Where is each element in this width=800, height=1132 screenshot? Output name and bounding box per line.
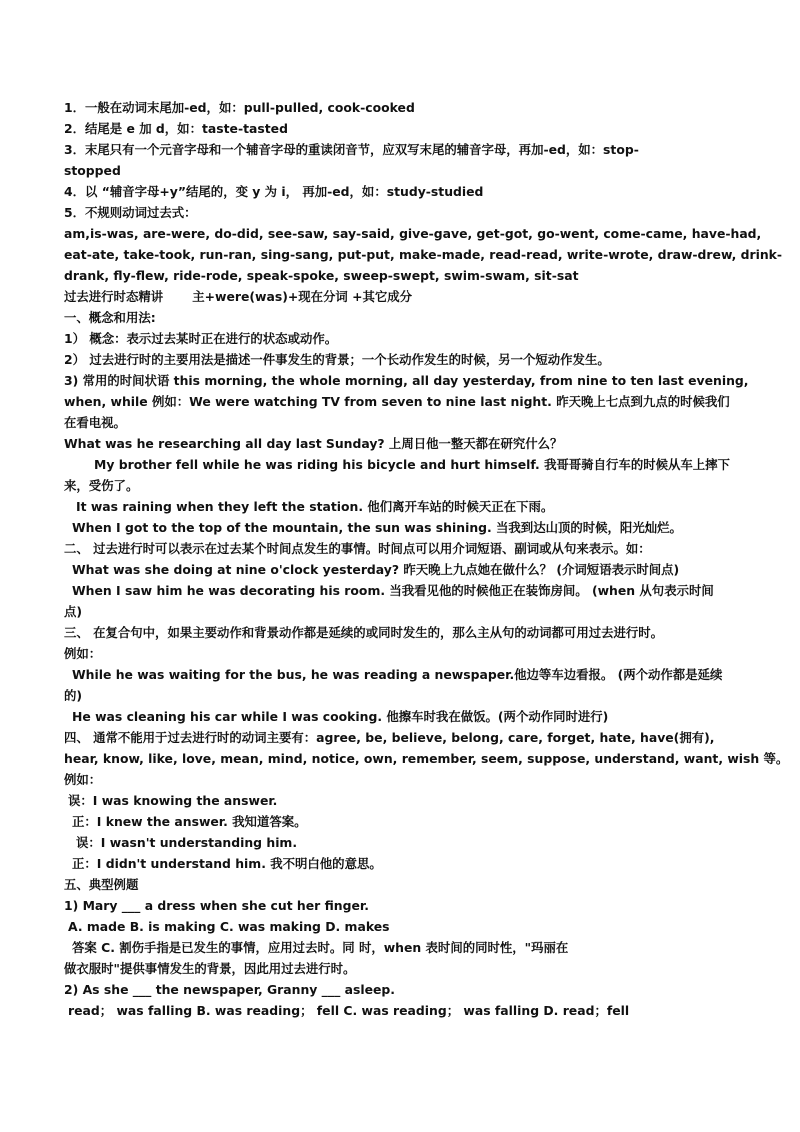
example-line: While he was waiting for the bus, he was reading a newspaper.他边等车边看报。 (两个动作都是延续 bbox=[72, 667, 723, 682]
rule-1: 1．一般在动词末尾加-ed，如：pull-pulled, cook-cooked bbox=[64, 100, 415, 115]
question-1: 1) Mary ___ a dress when she cut her finger. bbox=[64, 898, 369, 913]
correct-example: 正：I didn't understand him. 我不明白他的意思。 bbox=[72, 856, 382, 871]
irregular-verbs-2: eat-ate, take-took, run-ran, sing-sang, put-put, make-made, read-read, write-wrote, draw-drew, drink- bbox=[64, 247, 783, 262]
question-1-options: A. made B. is making C. was making D. makes bbox=[68, 919, 390, 934]
example-line: 点) bbox=[64, 604, 83, 619]
part-4-heading: 四、 通常不能用于过去进行时的动词主要有：agree, be, believe, belong, care, forget, hate, have(拥有), bbox=[64, 730, 715, 745]
part-3-heading: 三、 在复合句中，如果主要动作和背景动作都是延续的或同时发生的，那么主从句的动词都可用过去进行时。 bbox=[64, 625, 664, 640]
answer-line: 答案 C. 割伤手指是已发生的事情，应用过去时。同 时，when 表时间的同时性，"玛丽在 bbox=[72, 940, 569, 955]
example-line: 的) bbox=[64, 688, 83, 703]
irregular-verbs-3: drank, fly-flew, ride-rode, speak-spoke, sweep-swept, swim-swam, sit-sat bbox=[64, 268, 579, 283]
example-line: He was cleaning his car while I was cooking. 他擦车时我在做饭。(两个动作同时进行) bbox=[72, 709, 609, 724]
part-5-heading: 五、典型例题 bbox=[64, 877, 139, 892]
concept-line: 1） 概念：表示过去某时正在进行的状态或动作。 bbox=[64, 331, 338, 346]
example-line: 来，受伤了。 bbox=[64, 478, 139, 493]
question-2: 2) As she ___ the newspaper, Granny ___ asleep. bbox=[64, 982, 395, 997]
verb-list-line: hear, know, like, love, mean, mind, notice, own, remember, seem, suppose, understand, want, wish 等。 bbox=[64, 751, 789, 766]
example-line: It was raining when they left the station. 他们离开车站的时候天正在下雨。 bbox=[76, 499, 554, 514]
rule-4: 4．以 “辅音字母+y”结尾的，变 y 为 i， 再加-ed，如：study-studied bbox=[64, 184, 484, 199]
rule-3: 3．末尾只有一个元音字母和一个辅音字母的重读闭音节，应双写末尾的辅音字母，再加-ed，如：stop- bbox=[64, 142, 639, 157]
example-line: When I saw him he was decorating his room. 当我看见他的时候他正在装饰房间。 (when 从句表示时间 bbox=[72, 583, 714, 598]
irregular-verbs-1: am,is-was, are-were, do-did, see-saw, say-said, give-gave, get-got, go-went, come-came, have-had, bbox=[64, 226, 762, 241]
correct-example: 正：I knew the answer. 我知道答案。 bbox=[72, 814, 307, 829]
part-2-heading: 二、 过去进行时可以表示在过去某个时间点发生的事情。时间点可以用介词短语、副词或从句来表示。如： bbox=[64, 541, 651, 556]
wrong-example: 误：I wasn't understanding him. bbox=[76, 835, 298, 850]
example-label: 例如： bbox=[64, 646, 102, 661]
rule-2: 2．结尾是 e 加 d，如：taste-tasted bbox=[64, 121, 288, 136]
rule-3-cont: stopped bbox=[64, 163, 121, 178]
example-label: 例如： bbox=[64, 772, 102, 787]
wrong-example: 误：I was knowing the answer. bbox=[68, 793, 278, 808]
example-line: My brother fell while he was riding his bicycle and hurt himself. 我哥哥骑自行车的时候从车上摔下 bbox=[94, 457, 730, 472]
example-line: when, while 例如：We were watching TV from seven to nine last night. 昨天晚上七点到九点的时候我们 bbox=[64, 394, 730, 409]
time-adverbials-line: 3) 常用的时间状语 this morning, the whole morning, all day yesterday, from nine to ten last evening, bbox=[64, 373, 749, 388]
example-line: What was she doing at nine o'clock yesterday? 昨天晚上九点她在做什么？ (介词短语表示时间点) bbox=[72, 562, 680, 577]
example-line: 在看电视。 bbox=[64, 415, 126, 430]
answer-line: 做衣服时"提供事情发生的背景，因此用过去进行时。 bbox=[64, 961, 356, 976]
example-line: What was he researching all day last Sunday? 上周日他一整天都在研究什么？ bbox=[64, 436, 563, 451]
part-1-heading: 一、概念和用法: bbox=[64, 310, 156, 325]
example-line: When I got to the top of the mountain, the sun was shining. 当我到达山顶的时候，阳光灿烂。 bbox=[72, 520, 682, 535]
section-heading: 过去进行时态精讲 主+were(was)+现在分词 +其它成分 bbox=[64, 289, 413, 304]
usage-line: 2） 过去进行时的主要用法是描述一件事发生的背景；一个长动作发生的时候，另一个短动作发生。 bbox=[64, 352, 610, 367]
question-2-options: read； was falling B. was reading； fell C. was reading； was falling D. read；fell bbox=[68, 1003, 630, 1018]
rule-5: 5．不规则动词过去式： bbox=[64, 205, 197, 220]
